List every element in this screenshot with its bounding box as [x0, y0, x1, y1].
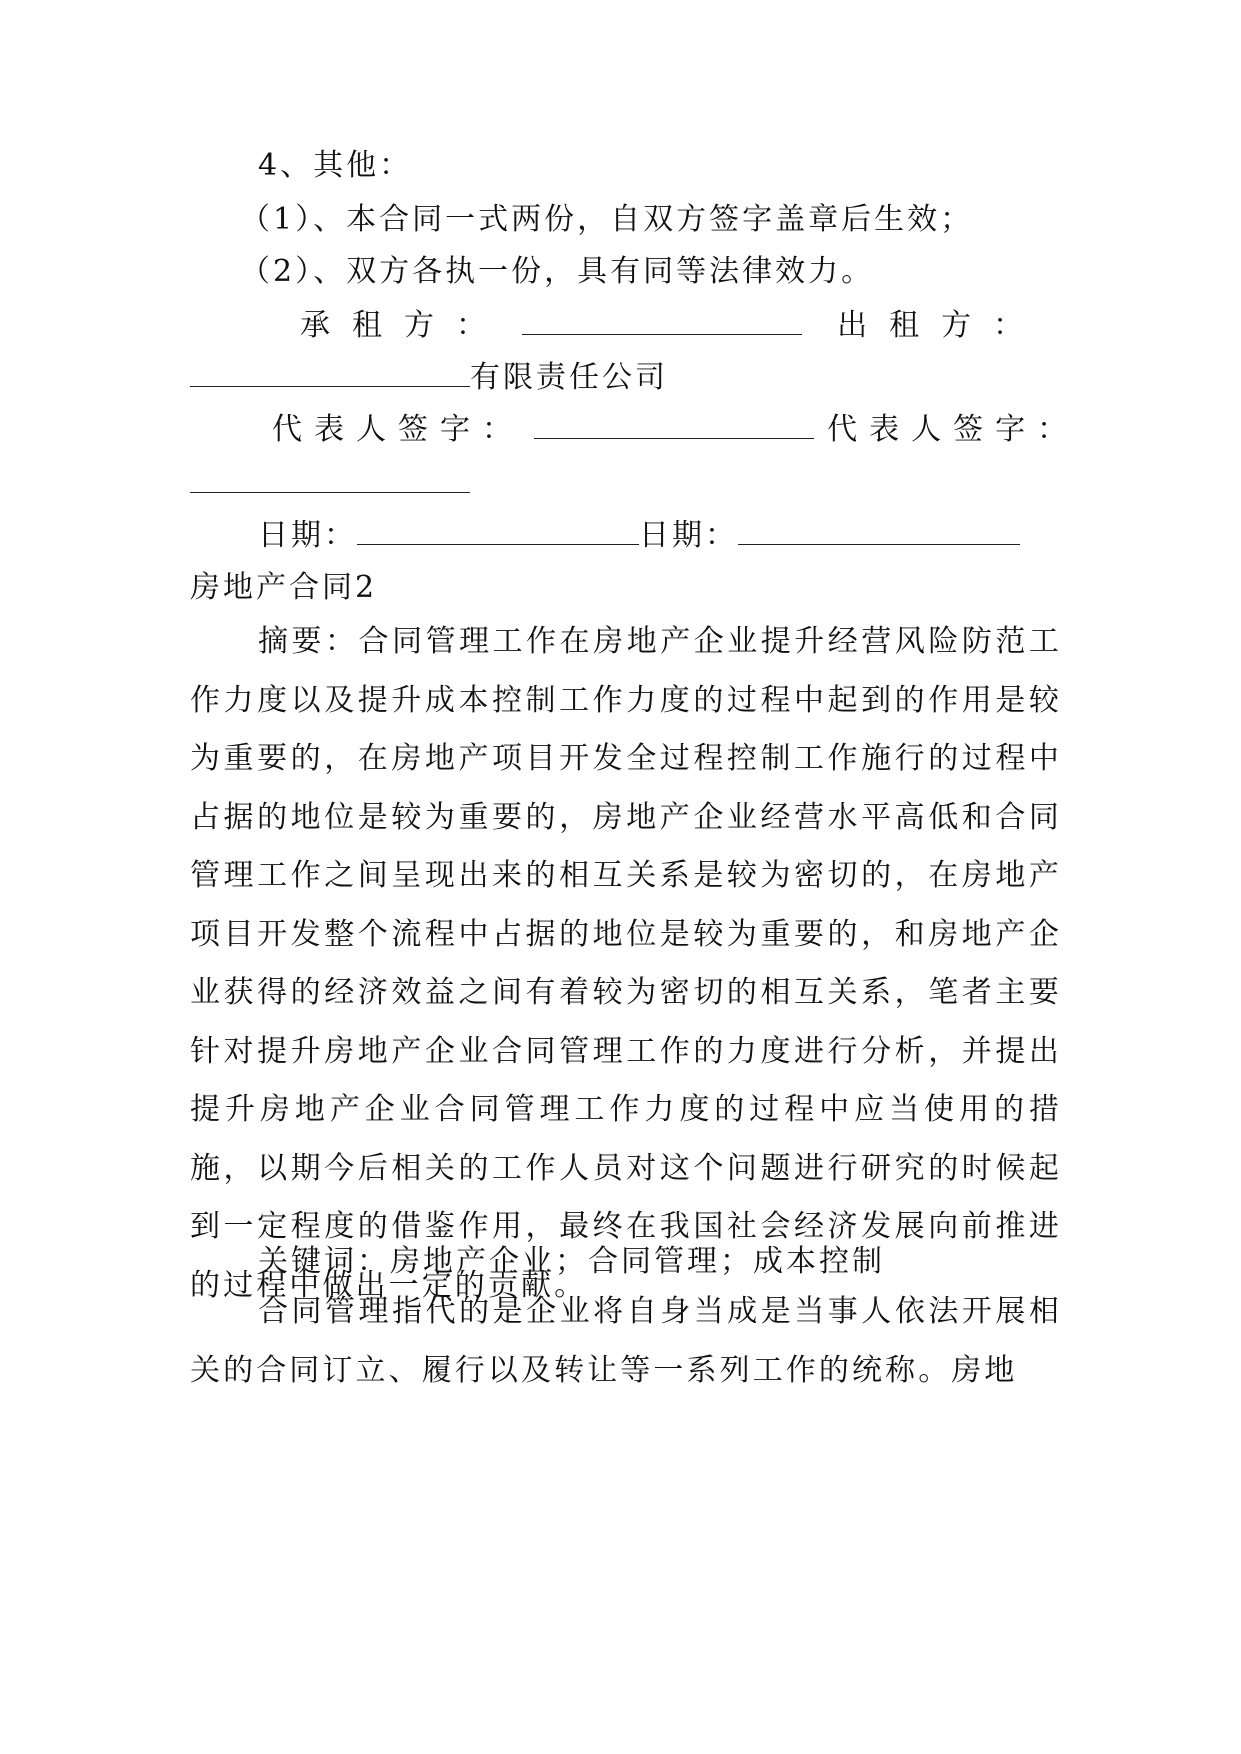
- intro-paragraph: 合同管理指代的是企业将自身当成是当事人依法开展相关的合同订立、履行以及转让等一系列工作的统称。房地: [190, 1294, 1062, 1388]
- date-label-2: 日期：: [639, 518, 738, 553]
- lessor-company-row: [190, 358, 1060, 398]
- other-heading: 4、其他：: [258, 148, 413, 183]
- section-title: 房地产合同2: [190, 570, 378, 605]
- representative-row: [272, 410, 1080, 450]
- abstract-paragraph: 摘要：合同管理工作在房地产企业提升经营风险防范工作力度以及提升成本控制工作力度的过程中起到的作用是较为重要的，在房地产项目开发全过程控制工作施行的过程中占据的地位是较为重要的，房地产企业经营水平高低和合同管理工作之间呈现出来的相互关系是较为密切的，在房地产项目开发整个流程中占据的地位是较为重要的，和房地产企业获得的经济效益之间有着较为密切的相互关系，笔者主要针对提升房地产企业合同管理工作的力度进行分析，并提出提升房地产企业合同管理工作力度的过程中应当使用的措施，以期今后相关的工作人员对这个问题进行研究的时候起到一定程度的借鉴作用，最终在我国社会经济发展向前推进的过程中做出一定的贡献。: [190, 624, 1062, 1303]
- date-line-2: [738, 522, 1020, 545]
- clause-item-1: （1）、本合同一式两份，自双方签字盖章后生效；: [240, 202, 974, 237]
- rep-signature-continuation: [190, 464, 1060, 504]
- rep-sign-label-1: 代表人签字：: [272, 412, 524, 447]
- lessee-lessor-row: [300, 306, 1060, 346]
- lessee-label: 承租方：: [300, 308, 508, 343]
- date-row: [258, 516, 1058, 556]
- lessor-company-line: [190, 364, 470, 387]
- date-line-1: [357, 522, 639, 545]
- rep-signature-line-2: [190, 470, 470, 493]
- rep-sign-label-2: 代表人签字：: [827, 412, 1080, 447]
- date-label-1: 日期：: [258, 518, 357, 553]
- lessor-company-suffix: 有限责任公司: [470, 360, 668, 395]
- rep-signature-line-1: [534, 416, 814, 439]
- clause-item-2: （2）、双方各执一份，具有同等法律效力。: [240, 254, 875, 289]
- lessor-label: 出租方：: [837, 308, 1046, 343]
- lessee-signature-line: [522, 312, 802, 335]
- keywords-line: 关键词：房地产企业；合同管理；成本控制: [258, 1244, 885, 1279]
